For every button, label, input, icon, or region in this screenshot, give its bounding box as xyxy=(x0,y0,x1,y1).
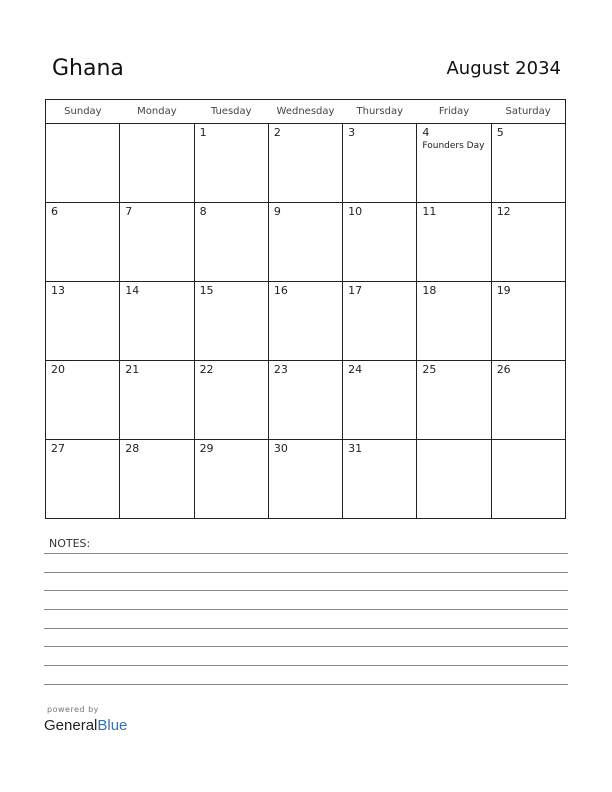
day-number: 20 xyxy=(51,363,65,376)
day-cell xyxy=(194,361,268,440)
day-number: 25 xyxy=(422,363,437,376)
notes-line xyxy=(44,572,568,573)
day-number: 4 xyxy=(422,126,430,139)
day-cell xyxy=(491,361,565,440)
holiday-label: Founders Day xyxy=(422,141,485,151)
notes-label: NOTES: xyxy=(49,537,91,550)
notes-line xyxy=(44,646,568,647)
day-number: 28 xyxy=(125,442,140,455)
day-cell xyxy=(268,203,342,282)
day-number: 14 xyxy=(125,284,140,297)
day-cell xyxy=(46,124,120,203)
day-cell xyxy=(120,203,194,282)
day-number: 26 xyxy=(496,363,511,376)
day-number: 24 xyxy=(348,363,363,376)
day-cell xyxy=(491,440,565,519)
generalblue-logo[interactable] xyxy=(44,717,127,734)
week-row-4 xyxy=(46,361,566,440)
day-cell xyxy=(120,361,194,440)
day-number: 13 xyxy=(51,284,65,297)
day-number: 23 xyxy=(273,363,288,376)
week-row-2 xyxy=(46,203,566,282)
day-cell xyxy=(491,282,565,361)
weekday-monday: Monday xyxy=(120,100,194,124)
day-cell xyxy=(417,361,491,440)
day-cell xyxy=(194,440,268,519)
week-row-5 xyxy=(46,440,566,519)
day-cell xyxy=(491,124,565,203)
month-title: August 2034 xyxy=(446,58,561,79)
day-number: 19 xyxy=(496,284,511,297)
day-number: 1 xyxy=(199,126,207,139)
day-cell xyxy=(120,124,194,203)
day-cell xyxy=(194,124,268,203)
weekday-wednesday: Wednesday xyxy=(268,100,342,124)
weekday-tuesday: Tuesday xyxy=(194,100,268,124)
day-number: 17 xyxy=(348,284,363,297)
day-number: 12 xyxy=(496,205,511,218)
week-row-3 xyxy=(46,282,566,361)
day-number: 27 xyxy=(51,442,65,455)
notes-line xyxy=(44,553,568,554)
powered-by-text: powered by xyxy=(47,705,99,714)
notes-line xyxy=(44,665,568,666)
day-cell xyxy=(343,440,417,519)
day-cell xyxy=(120,282,194,361)
day-cell xyxy=(46,361,120,440)
day-cell xyxy=(343,282,417,361)
weekday-sunday: Sunday xyxy=(46,100,120,124)
country-title: Ghana xyxy=(52,56,124,81)
day-number: 9 xyxy=(273,205,281,218)
day-cell xyxy=(343,203,417,282)
day-number: 3 xyxy=(348,126,356,139)
day-cell xyxy=(46,203,120,282)
day-cell xyxy=(343,124,417,203)
day-cell xyxy=(194,203,268,282)
day-number: 6 xyxy=(51,205,58,218)
day-cell xyxy=(268,124,342,203)
day-cell xyxy=(46,440,120,519)
weekday-saturday: Saturday xyxy=(491,100,565,124)
day-number: 16 xyxy=(273,284,288,297)
day-number: 29 xyxy=(199,442,214,455)
day-number: 10 xyxy=(348,205,363,218)
brand-text-blue: Blue xyxy=(97,717,128,734)
day-number: 22 xyxy=(199,363,214,376)
week-row-1 xyxy=(46,124,566,203)
day-cell xyxy=(417,440,491,519)
notes-line xyxy=(44,628,568,629)
notes-line xyxy=(44,684,568,685)
notes-line xyxy=(44,609,568,610)
day-number: 18 xyxy=(422,284,437,297)
day-number: 8 xyxy=(199,205,207,218)
day-cell xyxy=(343,361,417,440)
day-cell xyxy=(417,124,491,203)
weekday-thursday: Thursday xyxy=(343,100,417,124)
day-cell xyxy=(120,440,194,519)
day-number: 15 xyxy=(199,284,214,297)
day-cell xyxy=(491,203,565,282)
weekday-header-row xyxy=(46,100,566,124)
day-number: 30 xyxy=(273,442,288,455)
day-cell xyxy=(417,282,491,361)
day-cell xyxy=(268,282,342,361)
day-number: 11 xyxy=(422,205,437,218)
day-number: 7 xyxy=(125,205,133,218)
brand-text-general: General xyxy=(44,717,98,734)
day-cell xyxy=(417,203,491,282)
day-number: 5 xyxy=(496,126,504,139)
day-cell xyxy=(194,282,268,361)
day-cell xyxy=(268,440,342,519)
weekday-friday: Friday xyxy=(417,100,491,124)
notes-line xyxy=(44,590,568,591)
day-number: 21 xyxy=(125,363,140,376)
day-number: 2 xyxy=(273,126,281,139)
calendar-grid xyxy=(45,99,566,519)
day-number: 31 xyxy=(348,442,363,455)
day-cell xyxy=(46,282,120,361)
day-cell xyxy=(268,361,342,440)
